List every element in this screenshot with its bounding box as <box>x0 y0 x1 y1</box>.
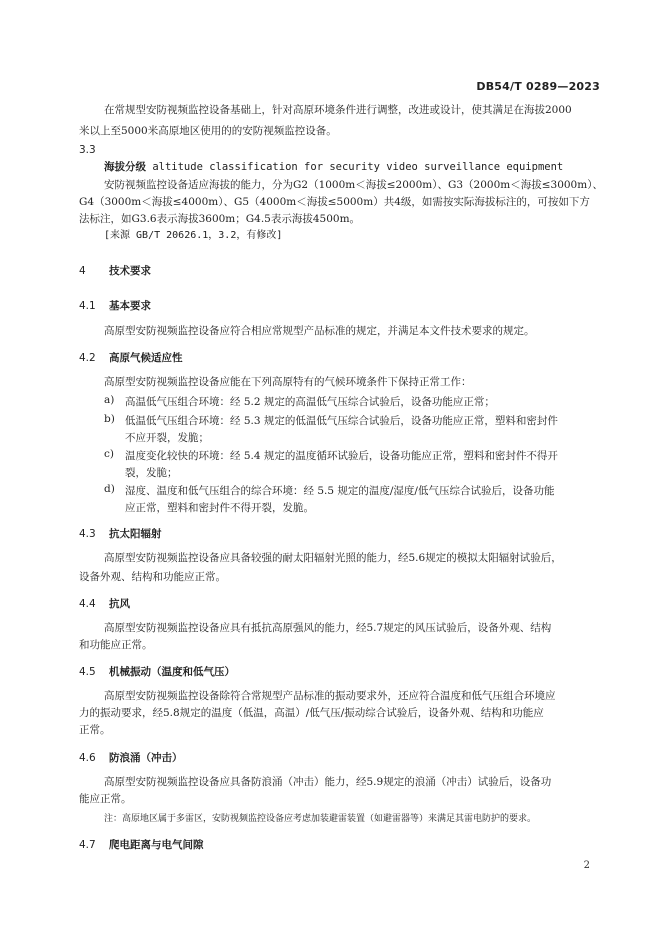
list-item-c-line-2: 裂，发脆； <box>125 467 178 479</box>
section-4-2-heading: 4.2 高原气候适应性 <box>79 352 183 364</box>
section-4-5-line-1: 高原型安防视频监控设备除符合常规型产品标准的振动要求外，还应符合温度和低气压组合环境应 <box>104 690 556 702</box>
section-4-2-intro: 高原型安防视频监控设备应能在下列高原特有的气候环境条件下保持正常工作： <box>104 376 472 388</box>
section-4-1-text: 高原型安防视频监控设备应符合相应常规型产品标准的规定，并满足本文件技术要求的规定。 <box>104 325 535 337</box>
term-line <box>104 159 563 174</box>
list-item-b-line-2: 不应开裂，发脆； <box>125 432 209 444</box>
definition-line-1: 安防视频监控设备适应海拔的能力，分为G2（1000m＜海拔≤2000m）、G3（2000m＜海拔≤3000m）、 <box>104 179 603 191</box>
term-chinese: 海拔分级 <box>104 161 146 173</box>
definition-line-2: G4（3000m＜海拔≤4000m）、G5（4000m＜海拔≤5000m）共4级，如需按实际海拔标注的，可按如下方 <box>79 196 590 208</box>
page-number: 2 <box>583 860 590 871</box>
section-4-4-heading: 4.4 抗风 <box>79 598 130 610</box>
section-4-3-line-2: 设备外观、结构和功能应正常。 <box>79 571 226 583</box>
section-4-6-note: 注：高原地区属于多雷区，安防视频监控设备应考虑加装避雷装置（如避雷器等）来满足其雷电防护的要求。 <box>104 814 537 824</box>
intro-line-1: 在常规型安防视频监控设备基础上，针对高原环境条件进行调整，改进或设计，使其满足在海拔2000 <box>104 104 572 116</box>
list-item-b-line-1: 低温低气压组合环境：经 5.3 规定的低温低气压综合试验后，设备功能应正常，塑料和密封件 <box>125 415 558 427</box>
section-4-5-line-2: 力的振动要求，经5.8规定的温度（低温，高温）/低气压/振动综合试验后，设备外观、结构和功能应 <box>79 707 544 719</box>
intro-line-2: 米以上至5000米高原地区使用的的安防视频监控设备。 <box>79 125 337 137</box>
section-4-4-line-2: 和功能应正常。 <box>79 639 153 651</box>
list-item-a-mark: a) <box>104 394 115 406</box>
section-4-3-heading: 4.3 抗太阳辐射 <box>79 528 162 540</box>
section-4-heading: 4 技术要求 <box>79 265 151 277</box>
list-item-a-line-1: 高温低气压组合环境：经 5.2 规定的高温低气压综合试验后，设备功能应正常； <box>125 396 495 408</box>
list-item-d-line-1: 湿度、温度和低气压组合的综合环境：经 5.5 规定的温度/湿度/低气压综合试验后，设备功能 <box>125 485 555 497</box>
section-4-7-heading: 4.7 爬电距离与电气间隙 <box>79 839 204 851</box>
section-3-3-number: 3.3 <box>79 144 96 156</box>
section-4-3-line-1: 高原型安防视频监控设备应具备较强的耐太阳辐射光照的能力，经5.6规定的模拟太阳辐射试验后， <box>104 552 562 564</box>
list-item-b-mark: b) <box>104 413 115 425</box>
source-reference: [来源 GB/T 20626.1，3.2，有修改] <box>104 230 283 241</box>
list-item-d-mark: d) <box>104 483 115 495</box>
section-4-5-heading: 4.5 机械振动（温度和低气压） <box>79 666 235 678</box>
document-code-header: DB54/T 0289—2023 <box>476 80 600 93</box>
section-4-6-line-2: 能应正常。 <box>79 793 132 805</box>
section-4-6-heading: 4.6 防浪涌（冲击） <box>79 752 183 764</box>
section-4-5-line-3: 正常。 <box>79 724 111 736</box>
term-english: altitude classification for security video surveillance equipment <box>152 161 564 173</box>
list-item-d-line-2: 应正常，塑料和密封件不得开裂，发脆。 <box>125 502 314 514</box>
section-4-1-heading: 4.1 基本要求 <box>79 300 151 312</box>
list-item-c-mark: c) <box>104 448 114 460</box>
definition-line-3: 法标注，如G3.6表示海拔3600m；G4.5表示海拔4500m。 <box>79 213 361 225</box>
section-4-4-line-1: 高原型安防视频监控设备应具有抵抗高原强风的能力，经5.7规定的风压试验后，设备外观、结构 <box>104 622 552 634</box>
list-item-c-line-1: 温度变化较快的环境：经 5.4 规定的温度循环试验后，设备功能应正常，塑料和密封件不得开 <box>125 450 558 462</box>
section-4-6-line-1: 高原型安防视频监控设备应具备防浪涌（冲击）能力，经5.9规定的浪涌（冲击）试验后，设备功 <box>104 776 552 788</box>
